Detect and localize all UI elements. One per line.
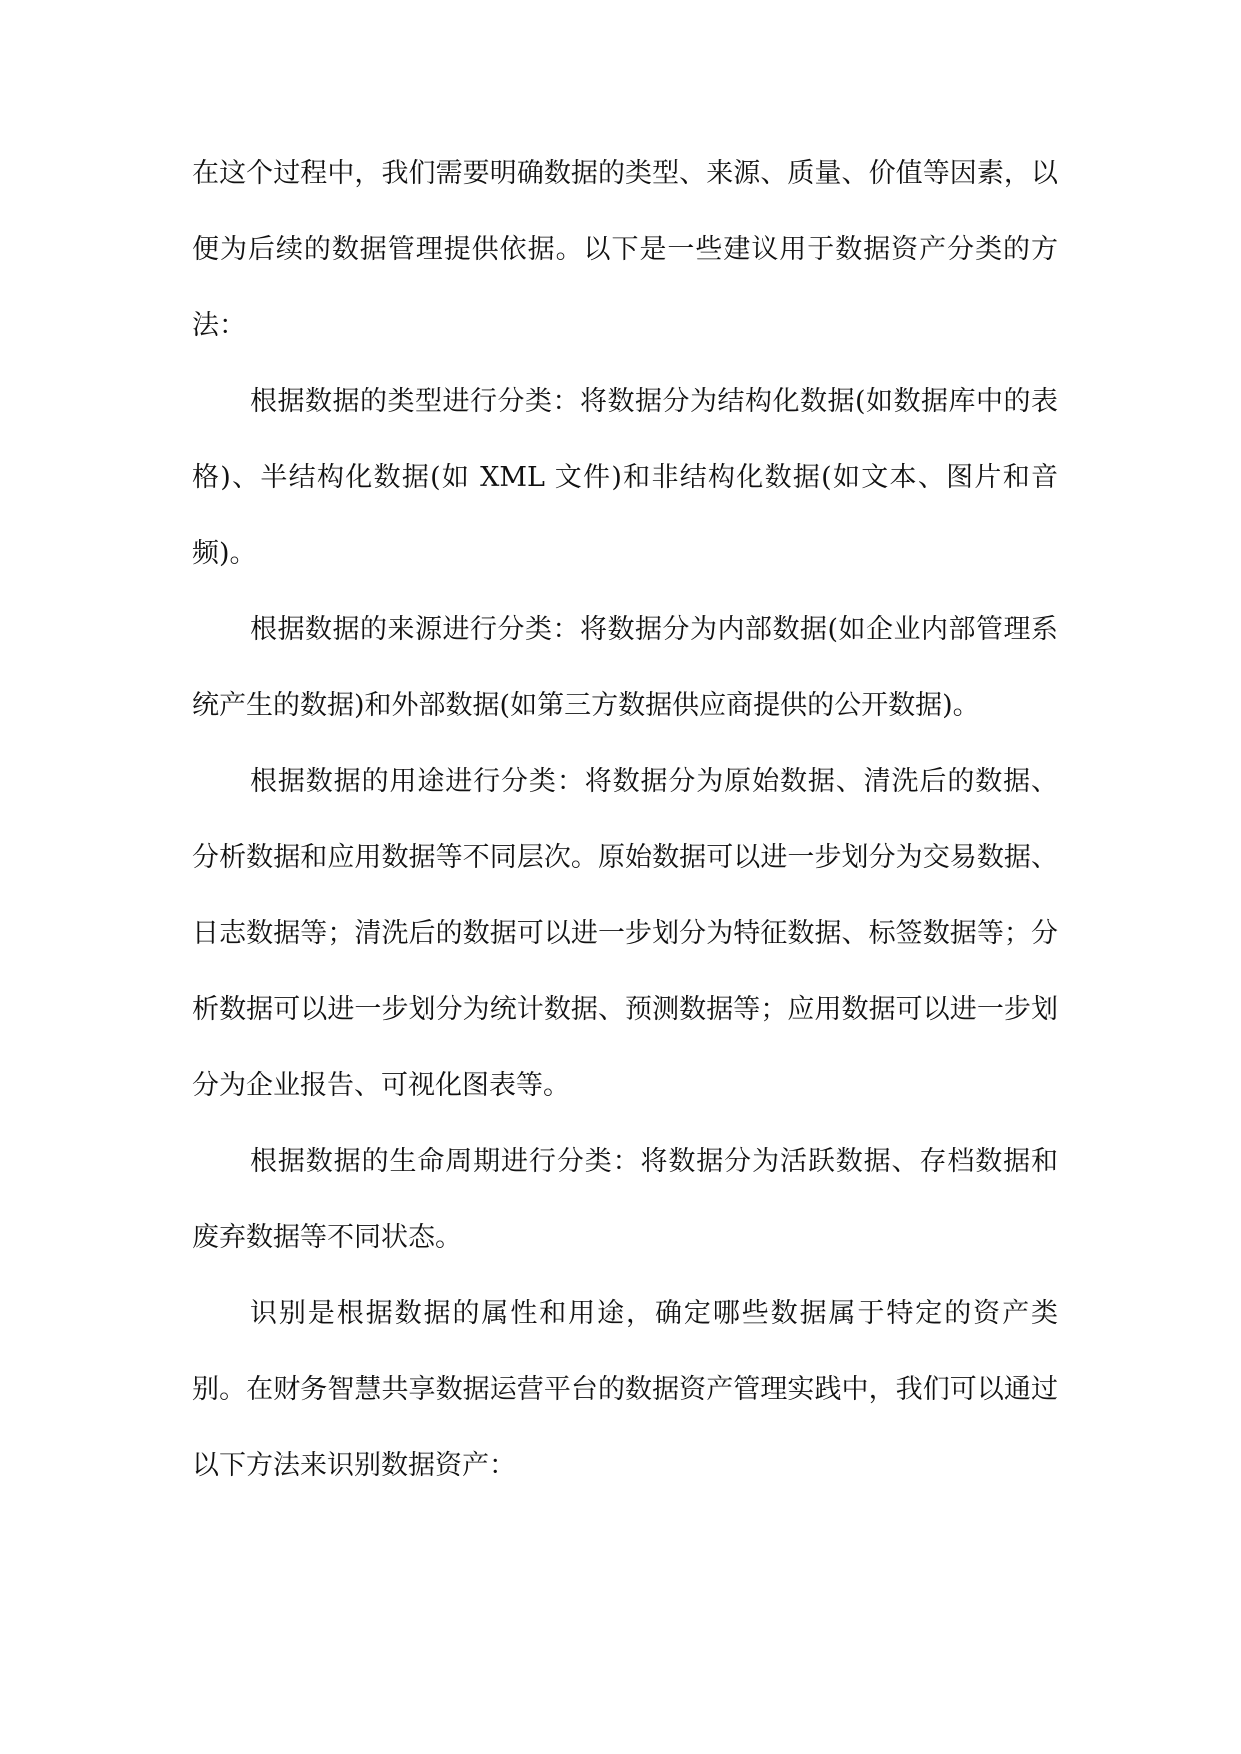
paragraph-by-usage: 根据数据的用途进行分类：将数据分为原始数据、清洗后的数据、分析数据和应用数据等不同层次。原始数据可以进一步划分为交易数据、日志数据等；清洗后的数据可以进一步划分为特征数据、标签数据等；分析数据可以进一步划分为统计数据、预测数据等；应用数据可以进一步划分为企业报告、可视化图表等。 bbox=[192, 766, 1058, 1101]
document-page bbox=[192, 136, 1058, 1504]
paragraph-by-type: 根据数据的类型进行分类：将数据分为结构化数据(如数据库中的表格)、半结构化数据(如 XML 文件)和非结构化数据(如文本、图片和音频)。 bbox=[192, 386, 1058, 569]
paragraph-identification: 识别是根据数据的属性和用途，确定哪些数据属于特定的资产类别。在财务智慧共享数据运营平台的数据资产管理实践中，我们可以通过以下方法来识别数据资产： bbox=[192, 1298, 1058, 1481]
paragraph-by-source: 根据数据的来源进行分类：将数据分为内部数据(如企业内部管理系统产生的数据)和外部数据(如第三方数据供应商提供的公开数据)。 bbox=[192, 614, 1058, 721]
paragraph-intro: 在这个过程中，我们需要明确数据的类型、来源、质量、价值等因素，以便为后续的数据管理提供依据。以下是一些建议用于数据资产分类的方法： bbox=[192, 158, 1058, 341]
paragraph-by-lifecycle: 根据数据的生命周期进行分类：将数据分为活跃数据、存档数据和废弃数据等不同状态。 bbox=[192, 1146, 1058, 1253]
